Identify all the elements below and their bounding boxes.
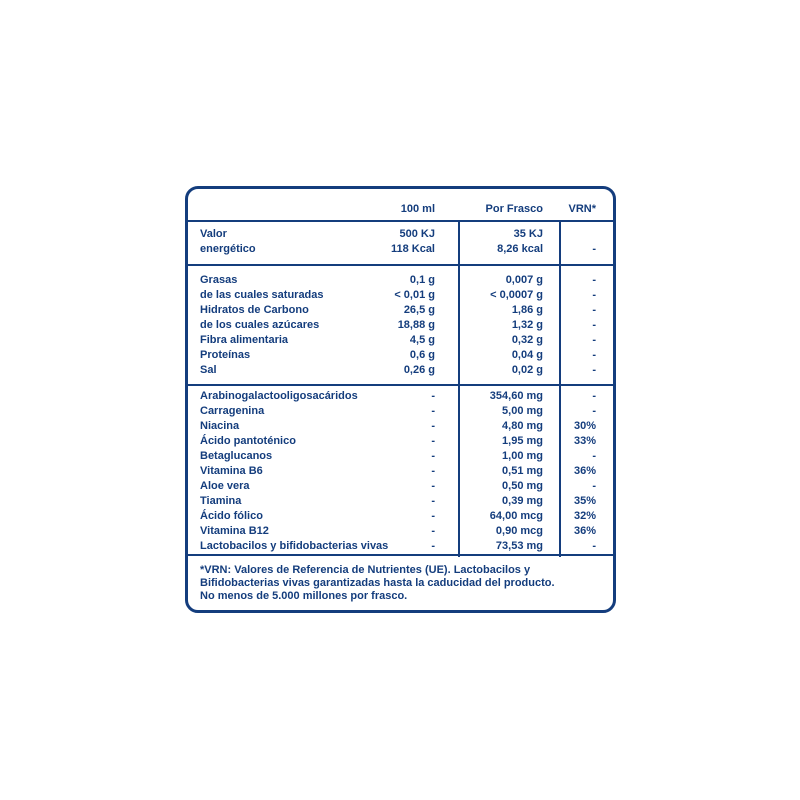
table-row	[188, 404, 613, 419]
energy-label-line1: Valor	[200, 228, 227, 240]
energy-vrn-value: -	[592, 243, 596, 255]
per-frasco-value: < 0,0007 g	[490, 289, 543, 301]
table-row	[188, 333, 613, 348]
label-cell	[188, 273, 458, 288]
label-cell	[188, 539, 458, 554]
energy-label-cell	[188, 227, 458, 264]
per-frasco-value: 0,50 mg	[502, 480, 543, 492]
vrn-value: 30%	[573, 420, 596, 432]
label-cell	[188, 449, 458, 464]
per-frasco-value: 4,80 mg	[502, 420, 543, 432]
per-frasco-value: 0,02 g	[511, 364, 543, 376]
per-100ml-value: -	[431, 525, 435, 537]
macronutrients-section	[188, 266, 613, 386]
label-cell	[188, 318, 458, 333]
per-100ml-value: -	[431, 510, 435, 522]
vrn-value: -	[592, 480, 596, 492]
table-row	[188, 509, 613, 524]
nutrient-label: Tiamina	[200, 495, 242, 507]
vrn-value: -	[592, 450, 596, 462]
per-100ml-value: -	[431, 435, 435, 447]
label-cell	[188, 524, 458, 539]
table-row	[188, 273, 613, 288]
per-100ml-value: -	[431, 450, 435, 462]
vrn-value: -	[592, 334, 596, 346]
nutrient-label: Arabinogalactooligosacáridos	[200, 390, 358, 402]
nutrient-label: Betaglucanos	[200, 450, 273, 462]
nutrient-label: Grasas	[200, 274, 238, 286]
per-frasco-value: 0,39 mg	[502, 495, 543, 507]
nutrient-label: Fibra alimentaria	[200, 334, 289, 346]
per-frasco-value: 0,90 mcg	[495, 525, 543, 537]
table-row	[188, 449, 613, 464]
vrn-value: -	[592, 289, 596, 301]
table-row	[188, 363, 613, 378]
nutrient-label: de las cuales saturadas	[200, 289, 324, 301]
label-cell	[188, 509, 458, 524]
per-frasco-value: 64,00 mcg	[489, 510, 543, 522]
label-cell	[188, 389, 458, 404]
table-row	[188, 389, 613, 404]
per-100ml-value: 4,5 g	[409, 334, 435, 346]
vrn-value: -	[592, 349, 596, 361]
footnote-line: *VRN: Valores de Referencia de Nutrientes (UE). Lactobacilos y	[200, 564, 531, 576]
energy-por-frasco	[458, 227, 559, 264]
column-divider-2	[559, 222, 561, 557]
header-por-frasco: Por Frasco	[485, 203, 543, 215]
nutrient-label: Vitamina B6	[200, 465, 263, 477]
per-100ml-value: -	[431, 495, 435, 507]
per-100ml-value: 0,26 g	[403, 364, 435, 376]
energy-vrn-spacer	[559, 227, 596, 242]
per-100ml-value: -	[431, 390, 435, 402]
per-frasco-value: 1,95 mg	[502, 435, 543, 447]
vrn-value: 36%	[573, 465, 596, 477]
energy-label	[200, 227, 256, 264]
per-100ml-value: -	[431, 465, 435, 477]
per-frasco-value: 73,53 mg	[495, 540, 543, 552]
nutrient-label: Ácido pantoténico	[200, 435, 296, 447]
vrn-value: -	[592, 540, 596, 552]
nutrient-label: Niacina	[200, 420, 240, 432]
label-cell	[188, 288, 458, 303]
label-cell	[188, 348, 458, 363]
vrn-value: -	[592, 274, 596, 286]
per-frasco-value: 0,32 g	[511, 334, 543, 346]
table-row	[188, 464, 613, 479]
header-vrn: VRN*	[568, 203, 596, 215]
nutrient-label: Aloe vera	[200, 480, 250, 492]
label-cell	[188, 333, 458, 348]
footnote	[188, 556, 613, 603]
label-cell	[188, 303, 458, 318]
per-100ml-value: -	[431, 480, 435, 492]
per-100ml-value: 26,5 g	[403, 304, 435, 316]
per-frasco-value: 1,00 mg	[502, 450, 543, 462]
label-cell	[188, 464, 458, 479]
per-frasco-value: 1,86 g	[511, 304, 543, 316]
table-row	[188, 539, 613, 554]
label-cell	[188, 479, 458, 494]
vrn-value: -	[592, 405, 596, 417]
label-cell	[188, 419, 458, 434]
per-frasco-value: 0,51 mg	[502, 465, 543, 477]
label-cell	[188, 494, 458, 509]
nutrient-label: Hidratos de Carbono	[200, 304, 309, 316]
per-frasco-value: 0,007 g	[505, 274, 543, 286]
vrn-value: -	[592, 304, 596, 316]
energy-per-100ml	[391, 227, 435, 264]
label-cell	[188, 363, 458, 378]
table-row	[188, 288, 613, 303]
per-100ml-value: 18,88 g	[397, 319, 435, 331]
energy-por-frasco-line1: 35 KJ	[513, 228, 543, 240]
footnote-line: Bifidobacterias vivas garantizadas hasta la caducidad del producto.	[200, 577, 555, 589]
per-100ml-value: 0,6 g	[409, 349, 435, 361]
footnote-line: No menos de 5.000 millones por frasco.	[200, 590, 408, 602]
energy-por-frasco-line2: 8,26 kcal	[497, 243, 543, 255]
table-row	[188, 434, 613, 449]
energy-label-line2: energético	[200, 243, 256, 255]
table-row	[188, 479, 613, 494]
label-cell	[188, 434, 458, 449]
header-per-100ml: 100 ml	[400, 203, 435, 215]
energy-vrn	[559, 227, 613, 264]
vrn-value: -	[592, 319, 596, 331]
table-row	[188, 494, 613, 509]
nutrient-label: Carragenina	[200, 405, 265, 417]
table-row	[188, 348, 613, 363]
per-frasco-value: 354,60 mg	[489, 390, 543, 402]
per-100ml-value: -	[431, 405, 435, 417]
table-row	[188, 524, 613, 539]
per-frasco-value: 0,04 g	[511, 349, 543, 361]
nutrient-label: Proteínas	[200, 349, 251, 361]
micronutrients-section	[188, 386, 613, 556]
per-100ml-value: -	[431, 540, 435, 552]
nutrient-label: Ácido fólico	[200, 510, 263, 522]
column-divider-1	[458, 222, 460, 557]
vrn-value: 35%	[573, 495, 596, 507]
energy-per-100ml-line2: 118 Kcal	[390, 243, 435, 255]
per-100ml-value: 0,1 g	[409, 274, 435, 286]
energy-section	[188, 222, 613, 266]
nutrient-label: Vitamina B12	[200, 525, 269, 537]
nutrient-label: Sal	[200, 364, 217, 376]
label-cell	[188, 404, 458, 419]
per-100ml-value: < 0,01 g	[394, 289, 435, 301]
per-frasco-value: 1,32 g	[511, 319, 543, 331]
table-row	[188, 318, 613, 333]
per-frasco-value: 5,00 mg	[502, 405, 543, 417]
vrn-value: 33%	[573, 435, 596, 447]
energy-per-100ml-line1: 500 KJ	[399, 228, 435, 240]
table-header	[188, 189, 613, 222]
table-row	[188, 419, 613, 434]
nutrient-label: de los cuales azúcares	[200, 319, 320, 331]
nutrient-label: Lactobacilos y bifidobacterias vivas	[200, 540, 389, 552]
vrn-value: -	[592, 390, 596, 402]
vrn-value: -	[592, 364, 596, 376]
nutrition-table	[185, 186, 616, 613]
table-row	[188, 303, 613, 318]
vrn-value: 32%	[573, 510, 596, 522]
per-100ml-value: -	[431, 420, 435, 432]
vrn-value: 36%	[573, 525, 596, 537]
